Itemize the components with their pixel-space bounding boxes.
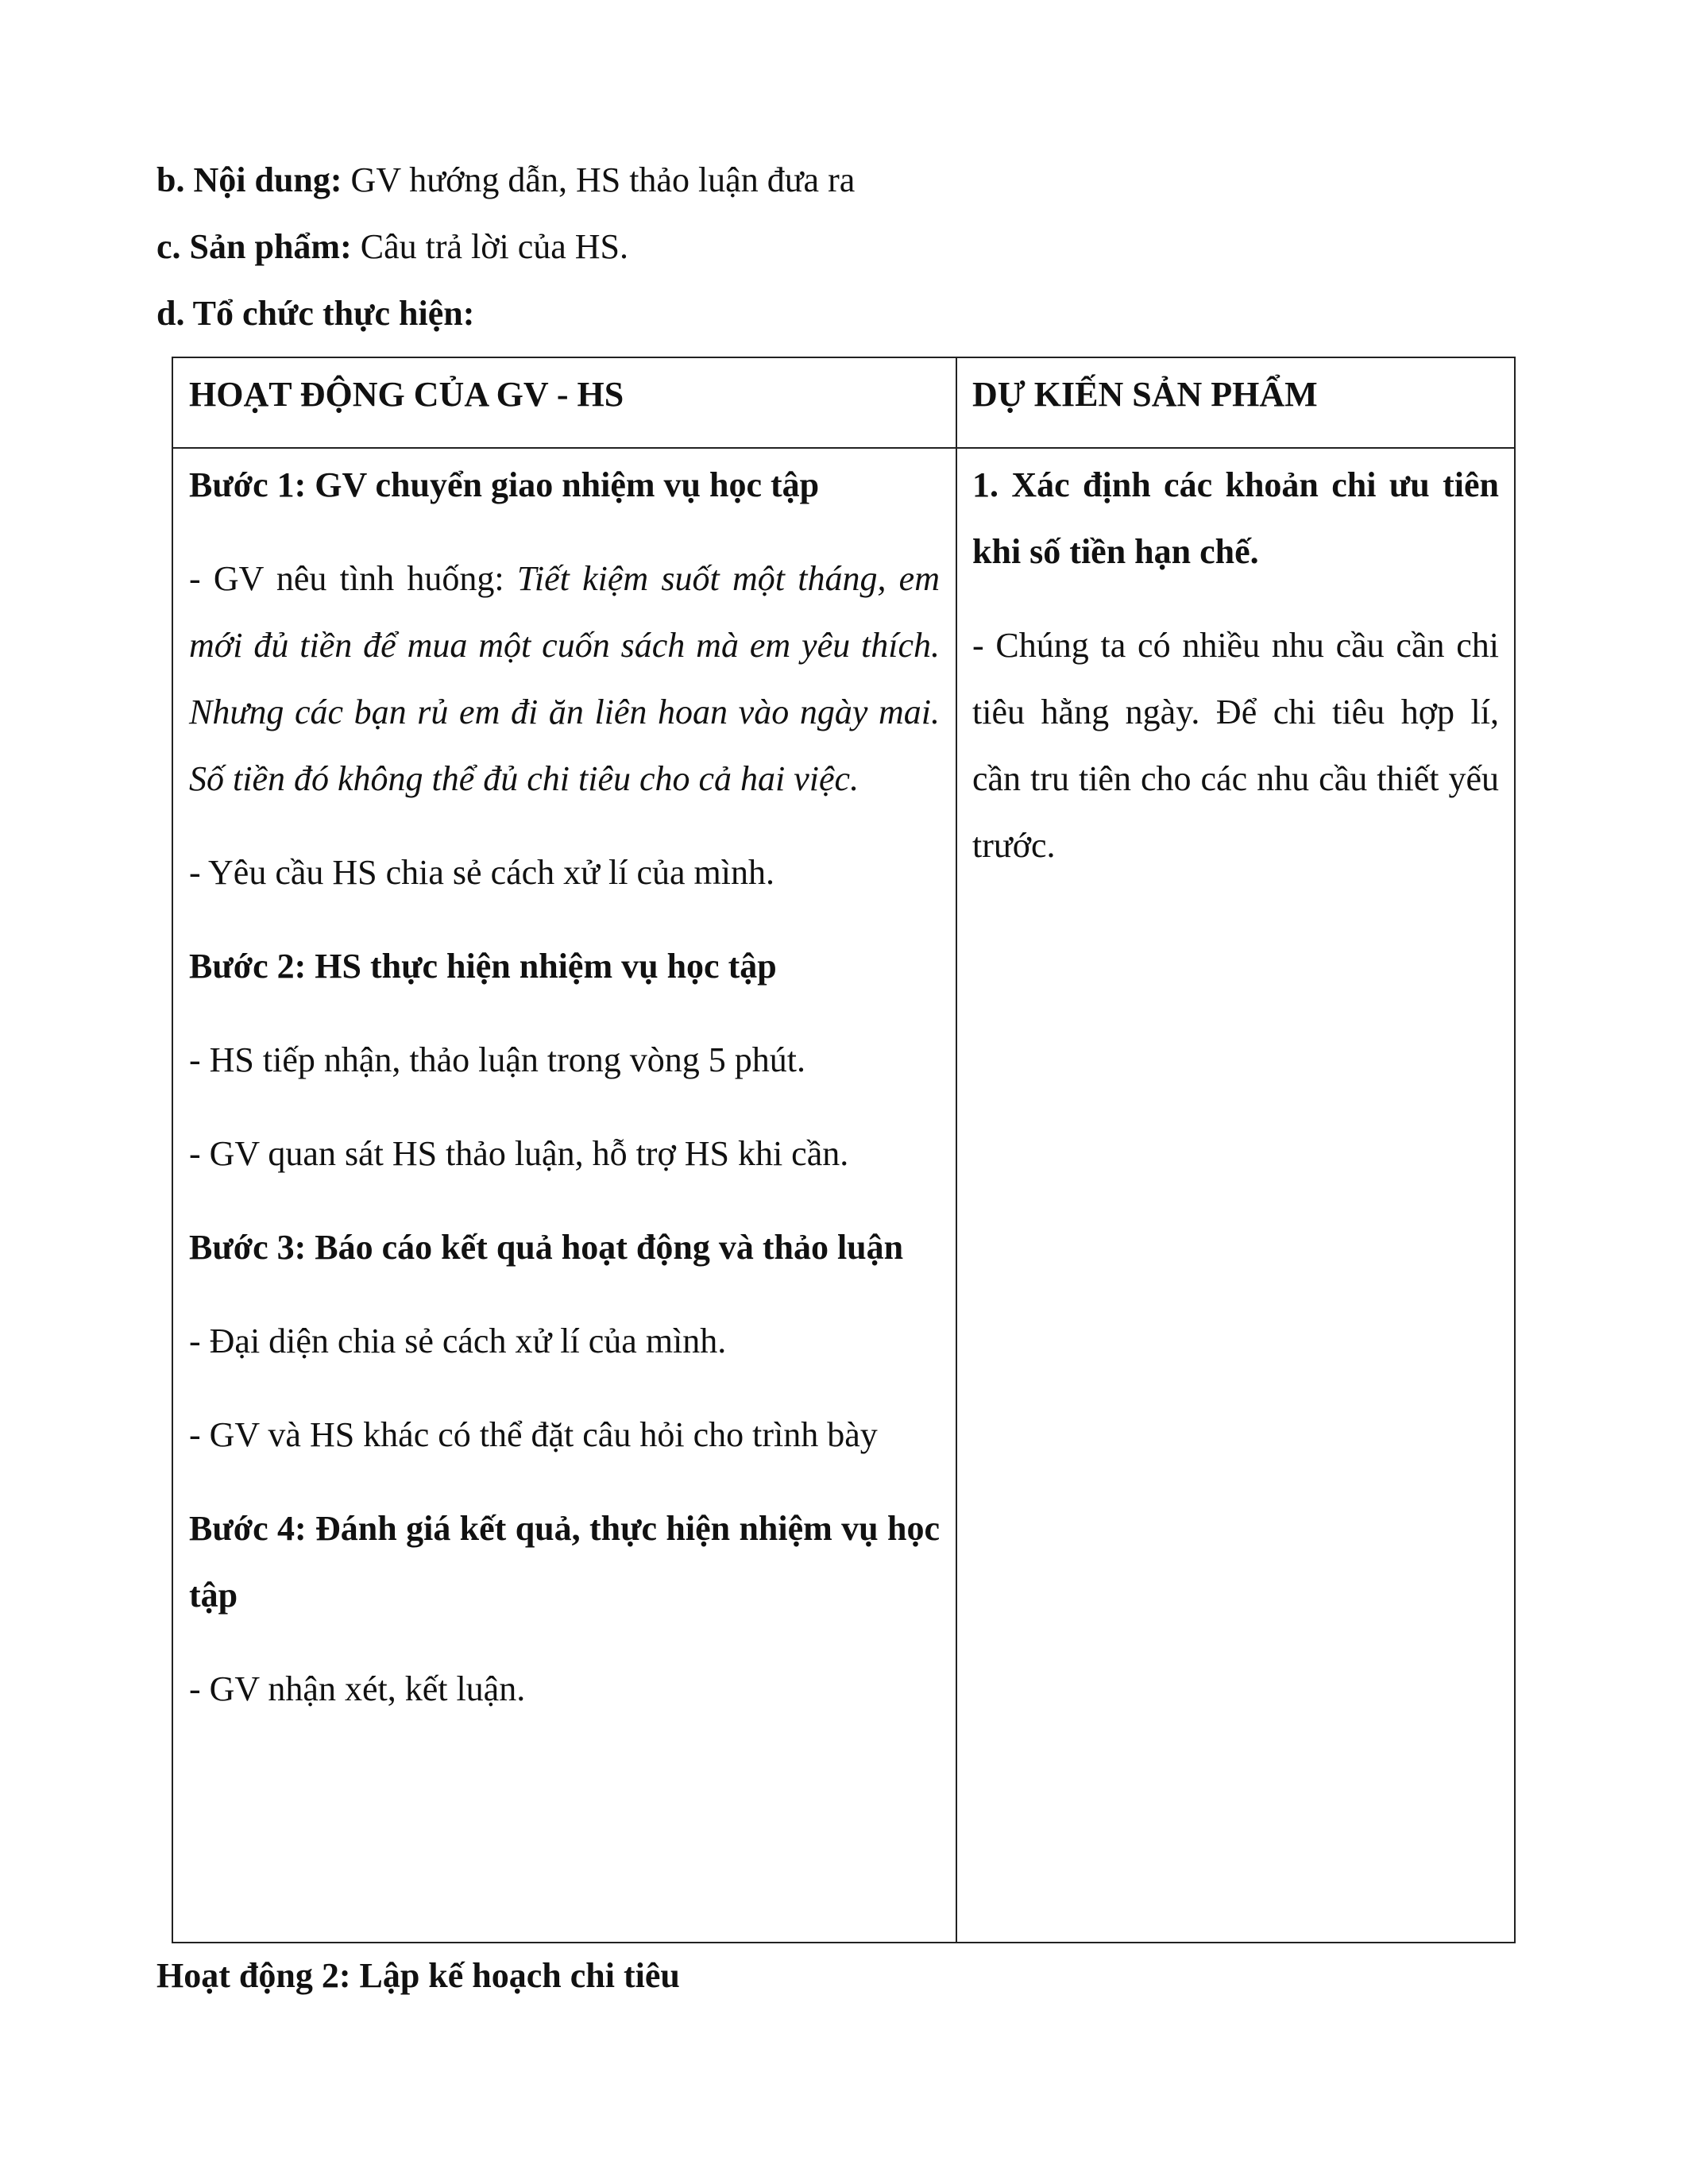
step4-title: Bước 4: Đánh giá kết quả, thực hiện nhiệm vụ học tập — [189, 1509, 940, 1615]
step3-item-share: - Đại diện chia sẻ cách xử lí của mình. — [189, 1322, 727, 1360]
content-line — [156, 147, 855, 214]
table-header-expected-product: DỰ KIẾN SẢN PHẨM — [972, 375, 1318, 414]
step2-title: Bước 2: HS thực hiện nhiệm vụ học tập — [189, 947, 777, 986]
step4-item-conclude: - GV nhận xét, kết luận. — [189, 1669, 526, 1708]
table-header-divider — [173, 447, 1514, 449]
organize-label: d. Tổ chức thực hiện: — [156, 294, 475, 333]
activity-table — [172, 357, 1516, 1943]
step1-situation-text: Tiết kiệm suốt một tháng, em mới đủ tiền để mua một cuốn sách mà em yêu thích. Nhưng các bạn rủ em đi ăn liên hoan vào ngày mai. Số tiền đó không thể đủ chi tiêu cho cả hai việc. — [189, 559, 940, 798]
content-label: b. Nội dung: — [156, 160, 342, 199]
step2-item-observe: - GV quan sát HS thảo luận, hỗ trợ HS khi cần. — [189, 1134, 849, 1173]
priority-heading: 1. Xác định các khoản chi ưu tiên khi số tiền hạn chế. — [972, 465, 1499, 571]
table-column-divider — [956, 358, 957, 1942]
step3-item-question: - GV và HS khác có thể đặt câu hỏi cho trình bày — [189, 1415, 878, 1454]
activities-column — [189, 452, 940, 1750]
product-line — [156, 214, 628, 280]
product-label: c. Sản phẩm: — [156, 227, 352, 266]
step3-title: Bước 3: Báo cáo kết quả hoạt động và thảo luận — [189, 1228, 904, 1267]
step1-title: Bước 1: GV chuyển giao nhiệm vụ học tập — [189, 465, 820, 504]
step1-situation-prefix: - GV nêu tình huống: — [189, 559, 517, 598]
table-header-teacher-student: HOẠT ĐỘNG CỦA GV - HS — [189, 375, 624, 414]
expected-product-column — [972, 452, 1499, 906]
activity-2-heading: Hoạt động 2: Lập kế hoạch chi tiêu — [156, 1956, 680, 1995]
organize-line — [156, 280, 474, 347]
priority-body: - Chúng ta có nhiều nhu cầu cần chi tiêu hằng ngày. Để chi tiêu hợp lí, cần tru tiên cho các nhu cầu thiết yếu trước. — [972, 626, 1499, 865]
step1-request: - Yêu cầu HS chia sẻ cách xử lí của mình. — [189, 853, 774, 892]
product-text: Câu trả lời của HS. — [351, 227, 629, 266]
step2-item-receive: - HS tiếp nhận, thảo luận trong vòng 5 phút. — [189, 1040, 806, 1079]
step1-situation — [189, 546, 940, 812]
content-text: GV hướng dẫn, HS thảo luận đưa ra — [342, 160, 856, 199]
